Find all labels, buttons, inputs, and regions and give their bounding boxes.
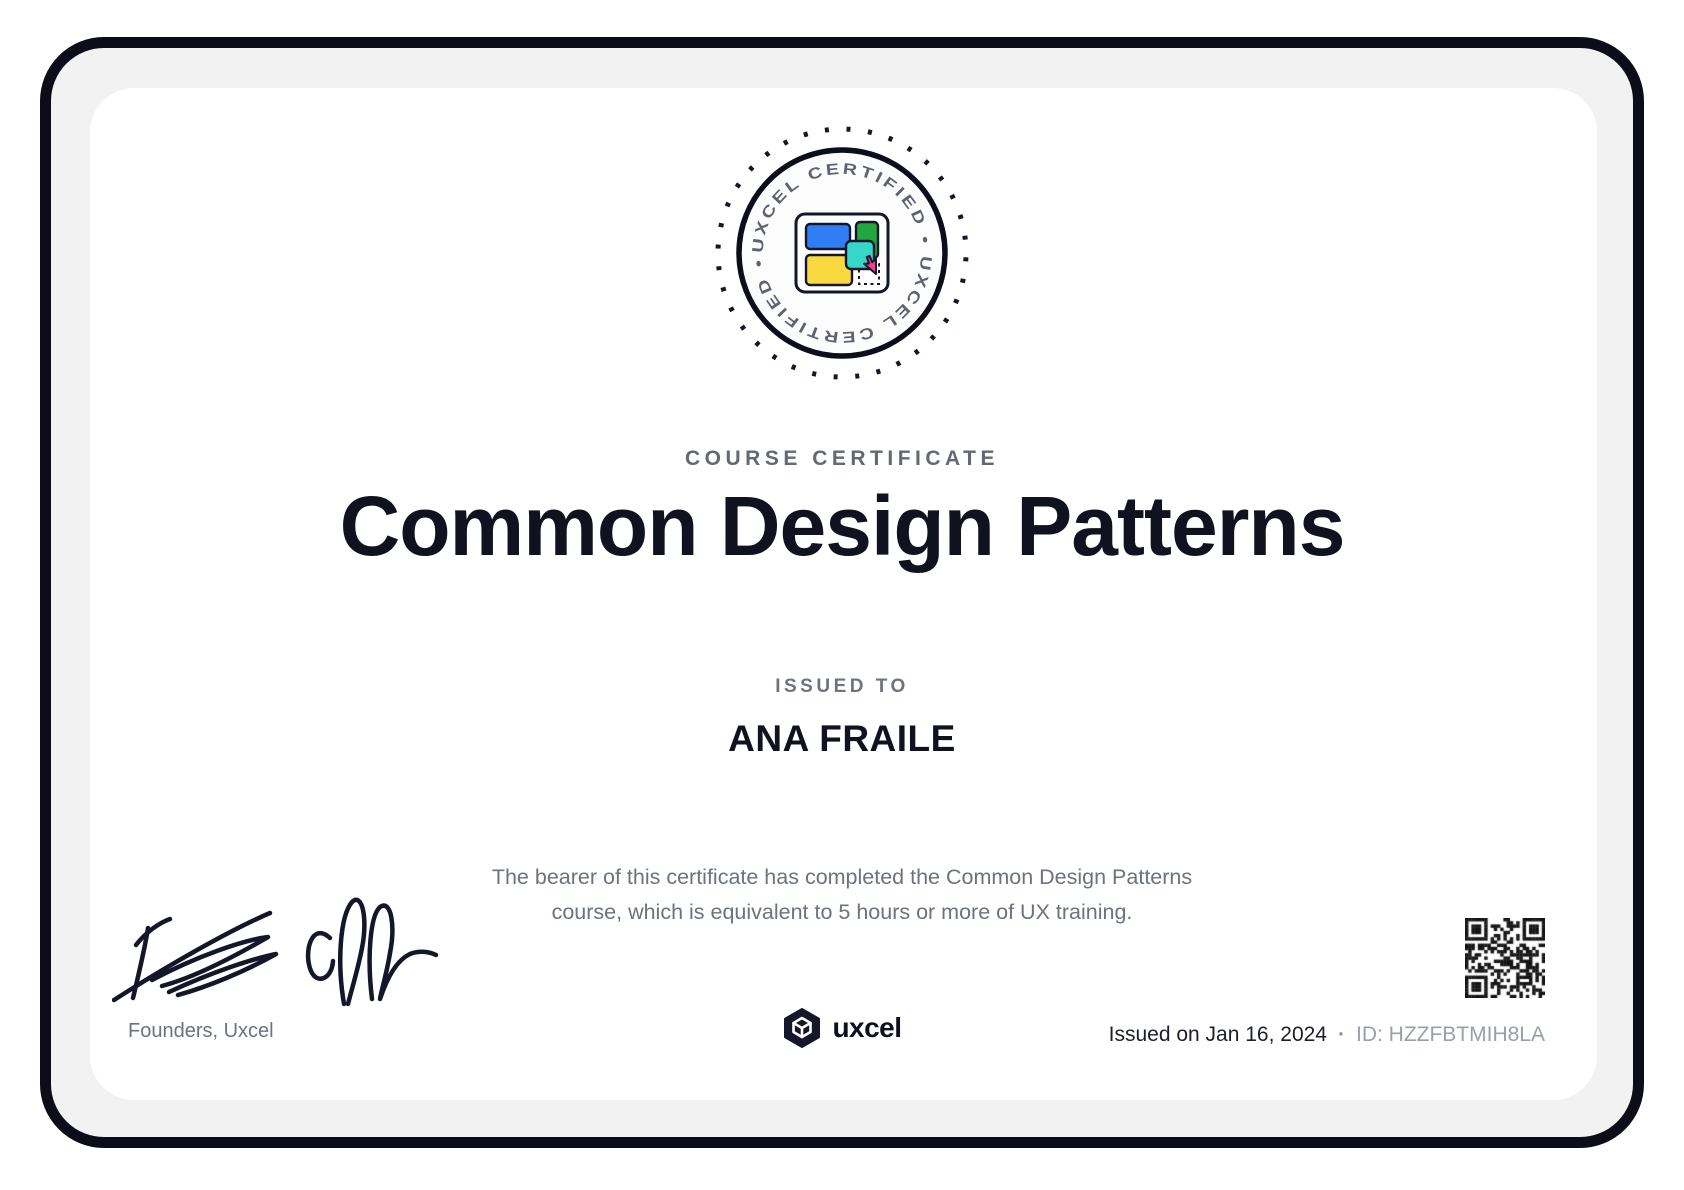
issue-info [1109, 1023, 1545, 1047]
uxcel-logo-icon [782, 1008, 822, 1048]
course-certificate-label: COURSE CERTIFICATE [685, 447, 999, 470]
recipient-name: ANA FRAILE [728, 718, 956, 759]
dot-separator: · [1337, 1023, 1345, 1046]
signatories-label: Founders, Uxcel [128, 1020, 274, 1042]
description-line-2: course, which is equivalent to 5 hours or more of UX training. [551, 900, 1133, 924]
uxcel-certified-seal [707, 118, 977, 388]
logo-blue-rect [806, 224, 850, 249]
issued-on-date: Issued on Jan 16, 2024 [1108, 1023, 1327, 1046]
founder-signatures [112, 888, 448, 1012]
uxcel-wordmark: uxcel [832, 1012, 902, 1043]
description-line-1: The bearer of this certificate has completed the Common Design Patterns [491, 865, 1193, 889]
qr-code [1465, 918, 1545, 998]
issued-to-label: ISSUED TO [775, 676, 909, 697]
course-title: Common Design Patterns [339, 479, 1345, 573]
certificate-id: ID: HZZFBTMIH8LA [1355, 1023, 1545, 1046]
seal-ring-text: UXCEL CERTIFIED • UXCEL CERTIFIED • [749, 160, 935, 346]
design-patterns-logo [796, 214, 888, 292]
